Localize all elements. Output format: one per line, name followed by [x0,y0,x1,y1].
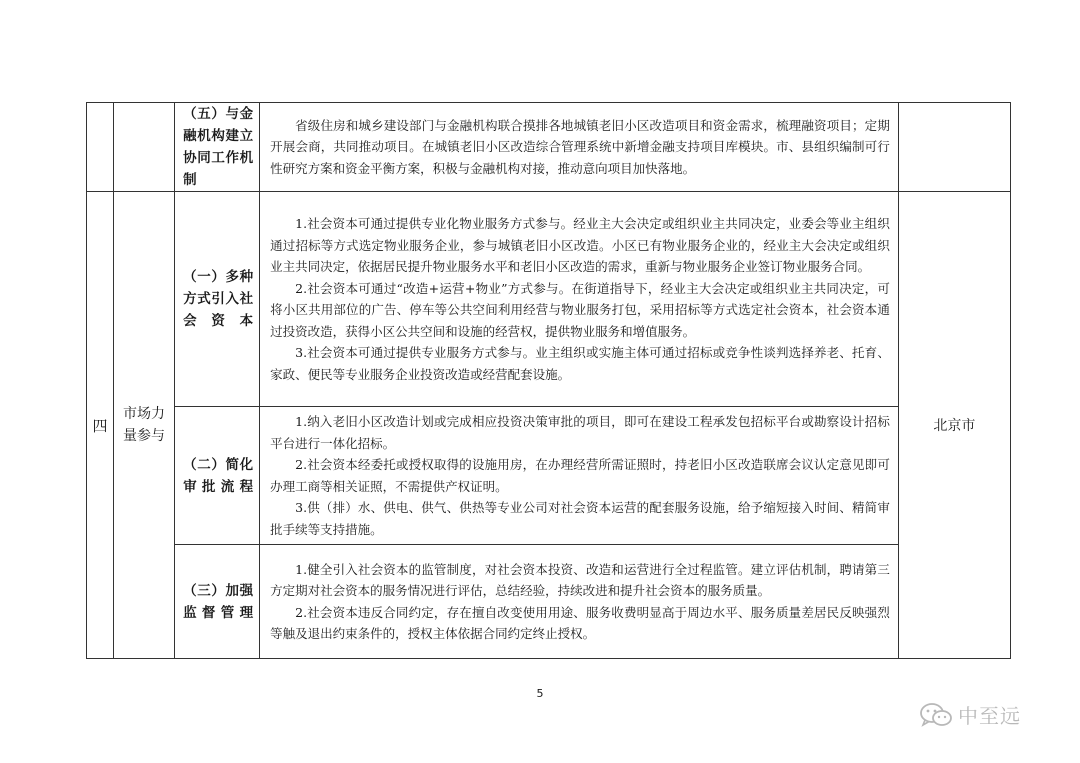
description-paragraph: 2.社会资本违反合同约定，存在擅自改变使用用途、服务收费明显高于周边水平、服务质量差居民反映强烈等触及退出约束条件的，授权主体依据合同约定终止授权。 [270,604,890,641]
watermark-text: 中至远 [958,704,1021,728]
row-number-empty [87,103,114,192]
description-cell [260,545,899,659]
description-cell [260,192,899,407]
description-cell [260,103,899,192]
subcategory-cell: （五）与金融机构建立协同工作机制 [175,103,260,192]
description-paragraph: 省级住房和城乡建设部门与金融机构联合摸排各地城镇老旧小区改造项目和资金需求，梳理融资项目；定期开展会商，共同推动项目。在城镇老旧小区改造综合管理系统中新增金融支持项目库模块。市、县组织编制可行性研究方案和资金平衡方案，积极与金融机构对接，推动意向项目加快落地。 [270,117,890,176]
table-row-supervision [87,545,1011,659]
description-paragraph: 1.健全引入社会资本的监管制度，对社会资本投资、改造和运营进行全过程监管。建立评估机制，聘请第三方定期对社会资本的服务情况进行评估，总结经验，持续改进和提升社会资本的服务质量。 [270,561,890,598]
table-row-simplify-approval [87,407,1011,545]
subcategory-cell: （二）简化审批流程 [175,407,260,545]
description-cell [260,407,899,545]
city-cell: 北京市 [898,192,1010,659]
description-paragraph: 3.供（排）水、供电、供气、供热等专业公司对社会资本运营的配套服务设施，给予缩短接入时间、精简审批手续等支持措施。 [270,500,890,537]
description-paragraph: 2.社会资本可通过“改造+运营+物业”方式参与。在街道指导下，经业主大会决定或组织业主共同决定，可将小区共用部位的广告、停车等公共空间利用经营与物业服务打包，采用招标等方式选定社会资本，社会资本通过投资改造，获得小区公共空间和设施的经营权，提供物业服务和增值服务。 [270,280,890,339]
description-paragraph: 1.社会资本可通过提供专业化物业服务方式参与。经业主大会决定或组织业主共同决定，业委会等业主组织通过招标等方式选定物业服务企业，参与城镇老旧小区改造。小区已有物业服务企业的，经业主大会决定或组织业主共同决定，依据居民提升物业服务水平和老旧小区改造的需求，重新与物业服务企业签订物业服务合同。 [270,216,890,274]
section-category: 市场力量参与 [114,192,175,659]
page-number: 5 [536,687,544,700]
row-category-empty [114,103,175,192]
policy-table [86,102,1011,659]
section-number: 四 [87,192,114,659]
description-paragraph: 1.纳入老旧小区改造计划或完成相应投资决策审批的项目，即可在建设工程承发包招标平台或勘察设计招标平台进行一体化招标。 [270,414,890,451]
subcategory-cell: （一）多种方式引入社会资本 [175,192,260,407]
watermark [918,700,1021,729]
description-paragraph: 2.社会资本经委托或授权取得的设施用房，在办理经营所需证照时，持老旧小区改造联席会议认定意见即可办理工商等相关证照，不需提供产权证明。 [270,457,890,494]
description-paragraph: 3.社会资本可通过提供专业服务方式参与。业主组织或实施主体可通过招标或竞争性谈判选择养老、托育、家政、便民等专业服务企业投资改造或经营配套设施。 [270,345,890,382]
table-row-finance [87,103,1011,192]
table-row-social-capital [87,192,1011,407]
wechat-icon [918,701,954,729]
city-empty [898,103,1010,192]
subcategory-cell: （三）加强监督管理 [175,545,260,659]
